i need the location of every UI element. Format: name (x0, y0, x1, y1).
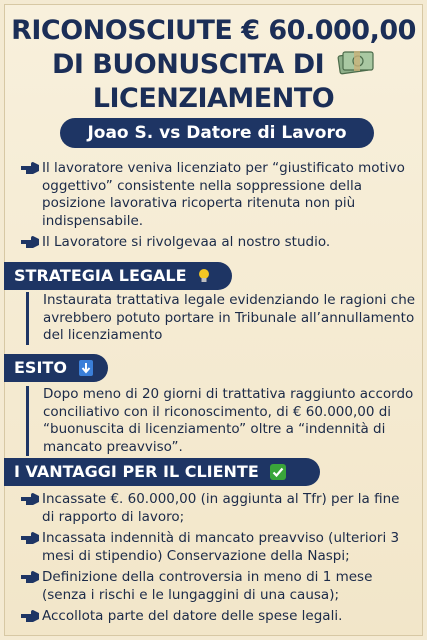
title-line-1: RICONOSCIUTE € 60.000,00 (11, 15, 416, 46)
advantage-item-2: Incassata indennità di mancato preavviso (ulteriori 3 mesi di stipendio) Conservazione della Naspi; (42, 530, 400, 564)
title-line-3: LICENZIAMENTO (92, 83, 335, 114)
title-line-2 (0, 48, 427, 82)
pointing-hand-icon (20, 161, 40, 175)
intro-bullet-1: Il lavoratore veniva licenziato per “giustificato motivo oggettivo” consistente nella soppressione della posizione lavorativa ricoperta ritenuta non più indispensabile. (42, 160, 405, 229)
pointing-hand-icon (20, 531, 40, 545)
advantage-item-3: Definizione della controversia in meno di 1 mese (senza i rischi e le lungaggini di una causa); (42, 569, 373, 603)
intro-bullet-2: Il Lavoratore si rivolgevaa al nostro studio. (42, 234, 331, 250)
outcome-heading: ESITO (14, 358, 67, 377)
money-icon (337, 48, 375, 76)
outcome-text: Dopo meno di 20 giorni di trattativa raggiunto accordo conciliativo con il riconoscimento, di € 60.000,00 di “buonuscita di licenziamento” oltre a “indennità di mancato preavviso”. (26, 386, 427, 456)
pointing-hand-icon (20, 570, 40, 584)
list-item (20, 569, 410, 604)
advantage-item-4: Accollota parte del datore delle spese legali. (42, 608, 343, 624)
pointing-hand-icon (20, 492, 40, 506)
strategy-heading: STRATEGIA LEGALE (14, 266, 187, 285)
list-item (20, 160, 410, 230)
list-item (20, 491, 410, 526)
intro-list (20, 160, 410, 256)
list-item (20, 234, 410, 252)
outcome-heading-bar (4, 354, 108, 382)
advantages-heading: I VANTAGGI PER IL CLIENTE (14, 462, 259, 481)
check-icon (270, 464, 286, 480)
pointing-hand-icon (20, 235, 40, 249)
advantage-item-1: Incassate €. 60.000,00 (in aggiunta al Tfr) per la fine di rapporto di lavoro; (42, 491, 400, 525)
advantages-list (20, 491, 410, 630)
case-label: Joao S. vs Datore di Lavoro (60, 118, 374, 148)
pointing-hand-icon (20, 609, 40, 623)
list-item (20, 608, 410, 626)
advantages-heading-bar (4, 458, 320, 486)
lightbulb-icon (198, 268, 210, 284)
strategy-heading-bar (4, 262, 232, 290)
list-item (20, 530, 410, 565)
title-line-2-text: DI BUONUSCITA DI (51, 49, 325, 80)
down-arrow-icon (79, 360, 93, 376)
strategy-text: Instaurata trattativa legale evidenziando le ragioni che avrebbero potuto portare in Tribunale all’annullamento del licenziamento (26, 292, 427, 345)
